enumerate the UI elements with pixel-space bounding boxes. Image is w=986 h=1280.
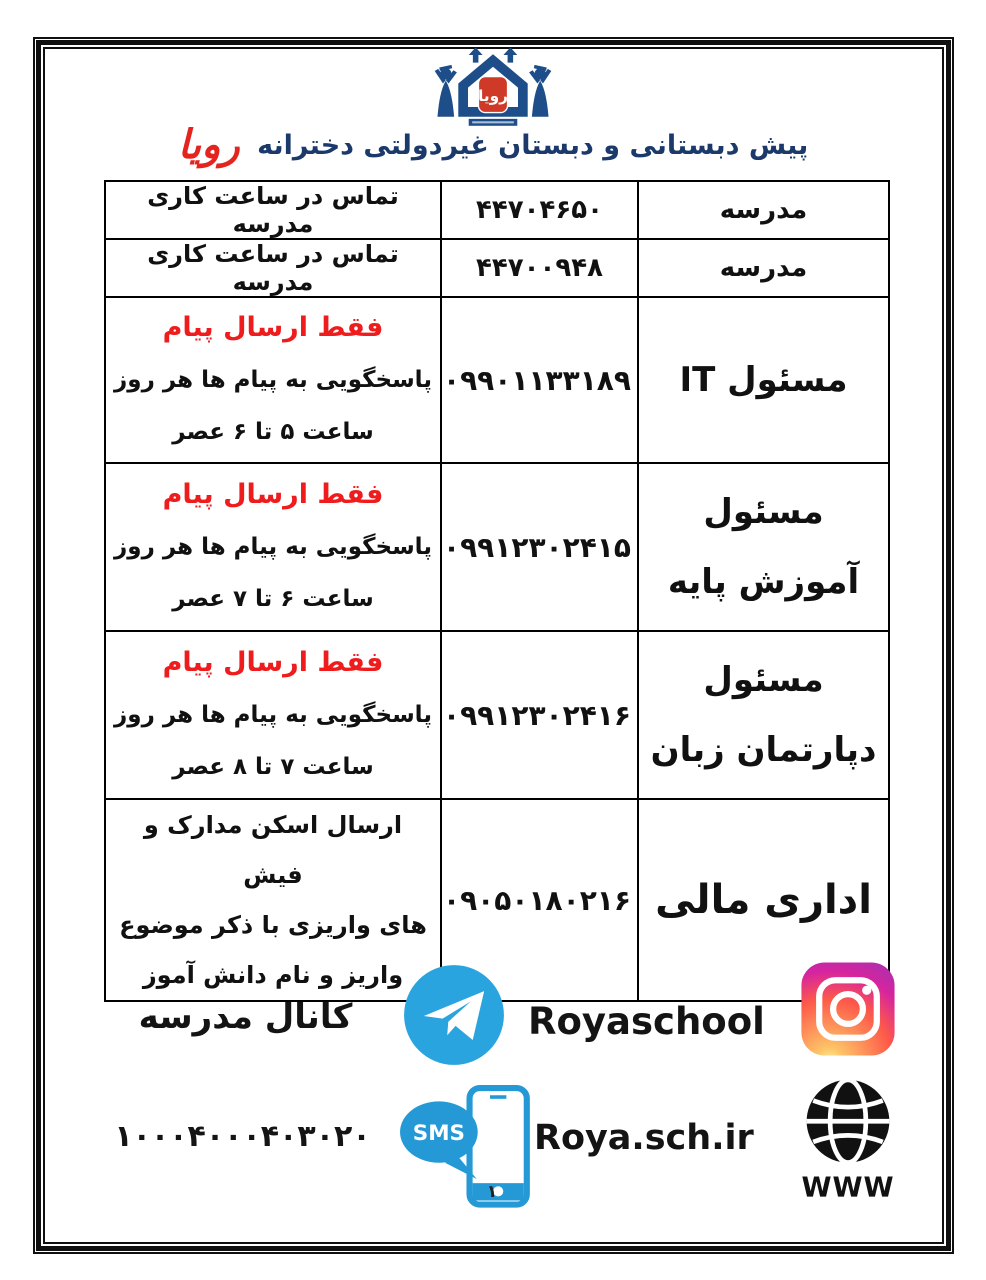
website-url: Roya.sch.ir: [534, 1118, 754, 1158]
contact-note: فقط ارسال پیام پاسخگویی به پیام ها هر روز ساعت ۵ تا ۶ عصر: [105, 297, 441, 463]
contact-phone: ۰۹۹۱۲۳۰۲۴۱۶: [441, 631, 638, 799]
contact-note: تماس در ساعت کاری مدرسه: [105, 181, 441, 239]
title-text: پیش دبستانی و دبستان غیردولتی دخترانه: [257, 130, 809, 161]
contact-role: مسئول آموزش پایه: [638, 463, 889, 631]
contact-phone: ۰۹۰۵۰۱۸۰۲۱۶: [441, 799, 638, 1001]
contact-phone: ۴۴۷۰۴۶۵۰: [441, 181, 638, 239]
messages-only-note: فقط ارسال پیام: [162, 312, 384, 343]
table-row: [105, 463, 889, 631]
svg-text:رویا: رویا: [478, 86, 508, 105]
contact-note: فقط ارسال پیام پاسخگویی به پیام ها هر روز ساعت ۶ تا ۷ عصر: [105, 463, 441, 631]
messages-only-note: فقط ارسال پیام: [162, 647, 384, 678]
contact-phone: ۴۴۷۰۰۹۴۸: [441, 239, 638, 297]
table-row: [105, 631, 889, 799]
contact-note: ارسال اسکن مدارک و فیش های واریزی با ذکر موضوع واریز و نام دانش آموز: [105, 799, 441, 1001]
telegram-handle: Royaschool: [528, 1000, 765, 1043]
instagram-icon: [800, 961, 896, 1057]
sms-icon-label: SMS: [412, 1121, 466, 1147]
www-globe-icon: [801, 1078, 895, 1204]
contact-role: مدرسه: [638, 239, 889, 297]
contact-role: اداری مالی: [638, 799, 889, 1001]
page-title: [0, 118, 986, 168]
contact-role: مسئول IT: [638, 297, 889, 463]
sms-phone-icon: [398, 1084, 536, 1206]
contact-role: مسئول دپارتمان زبان: [638, 631, 889, 799]
www-label: WWW: [801, 1172, 895, 1201]
table-row: [105, 181, 889, 239]
contact-note: تماس در ساعت کاری مدرسه: [105, 239, 441, 297]
table-row: [105, 297, 889, 463]
contact-phone: ۰۹۹۰۱۱۳۳۱۸۹: [441, 297, 638, 463]
contacts-table: [104, 180, 890, 1002]
contact-role: مدرسه: [638, 181, 889, 239]
channel-label: کانال مدرسه: [138, 997, 353, 1037]
table-row: [105, 239, 889, 297]
contact-note: فقط ارسال پیام پاسخگویی به پیام ها هر روز ساعت ۷ تا ۸ عصر: [105, 631, 441, 799]
messages-only-note: فقط ارسال پیام: [162, 479, 384, 510]
sms-number: ۱۰۰۰۴۰۰۰۴۰۳۰۲۰: [114, 1119, 371, 1154]
telegram-icon: [402, 963, 506, 1067]
contact-phone: ۰۹۹۱۲۳۰۲۴۱۵: [441, 463, 638, 631]
page-number: ۱: [486, 1182, 498, 1202]
school-name: رویا: [177, 122, 240, 168]
